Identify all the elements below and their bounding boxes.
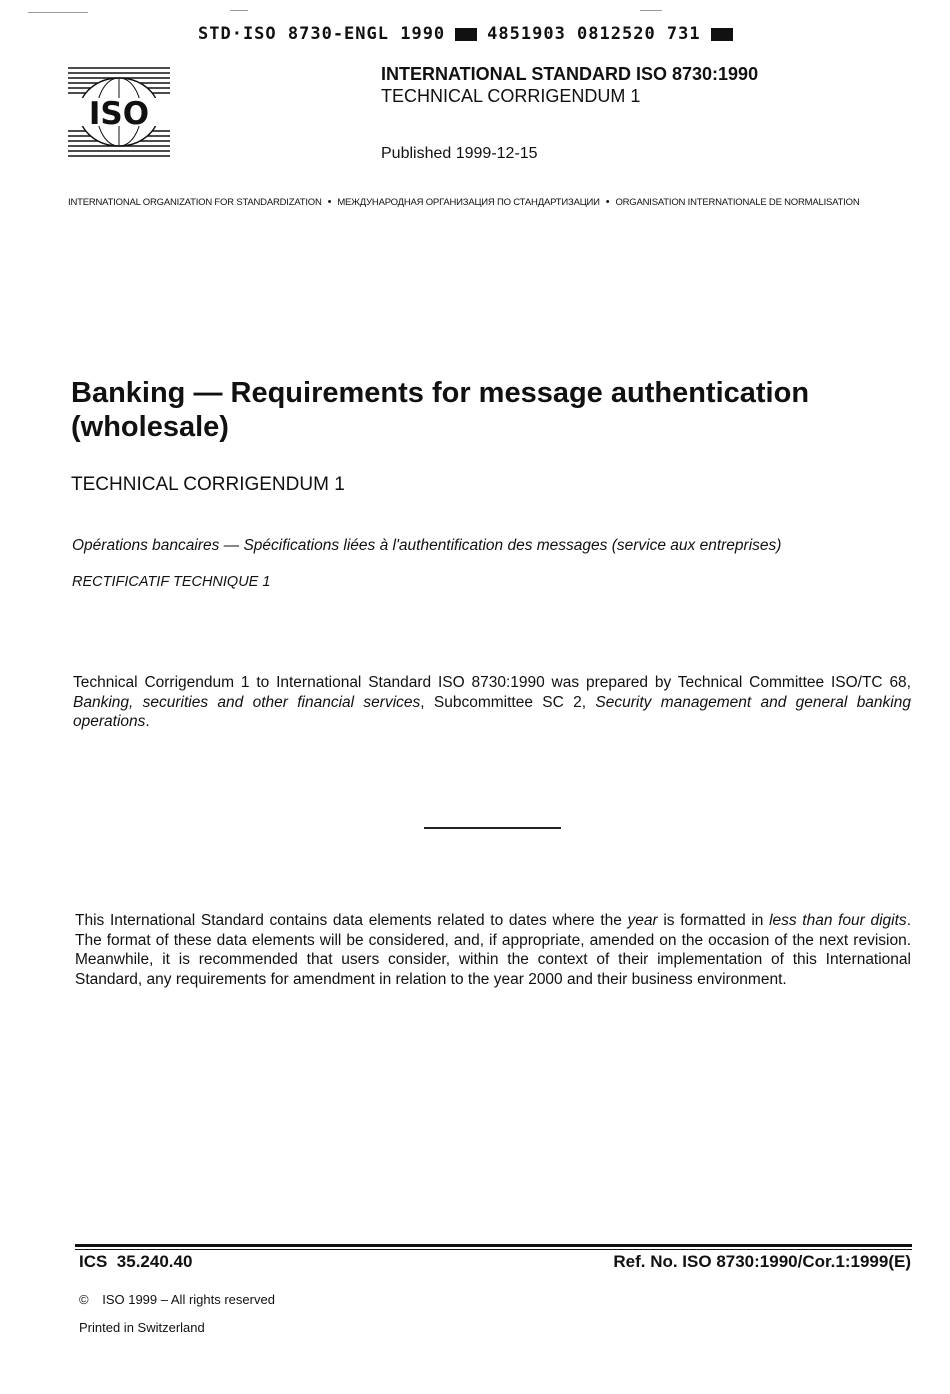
- copyright-symbol: ©: [79, 1292, 89, 1307]
- preparation-paragraph: [73, 673, 911, 732]
- standard-heading: INTERNATIONAL STANDARD ISO 8730:1990: [381, 64, 759, 84]
- text-run: .: [145, 713, 150, 730]
- copyright-text: ISO 1999 – All rights reserved: [102, 1292, 275, 1307]
- published-date: Published 1999-12-15: [381, 145, 538, 162]
- org-separator: •: [327, 196, 332, 208]
- organization-line: [68, 196, 910, 208]
- stamp-code: 4851903 0812520 731: [487, 24, 701, 44]
- text-run: . The format of these data elements will be considered, and, if appropriate, amended on the occasion of the next revision. Meanwhile, it is recommended that users consider, within the context of their implementation of this International Standard, any requirements for amendment in relation to the year 2000 and their business environment.: [75, 912, 911, 988]
- ics-code: ICS 35.240.40: [79, 1252, 193, 1271]
- iso-logo: [68, 64, 170, 160]
- french-title: Opérations bancaires — Spécifications liées à l'authentification des messages (service aux entreprises): [72, 537, 782, 554]
- footer-rule: [75, 1244, 912, 1247]
- year-2000-notice: [75, 911, 911, 989]
- scan-artifact: [230, 10, 248, 11]
- stamp-block-mark: [711, 28, 733, 41]
- section-divider: [424, 827, 561, 829]
- org-name-ru: МЕЖДУНАРОДНАЯ ОРГАНИЗАЦИЯ ПО СТАНДАРТИЗАЦИИ: [337, 196, 600, 208]
- subcommittee-name: Security management and general banking operations: [73, 693, 911, 730]
- printed-in: Printed in Switzerland: [79, 1320, 205, 1335]
- scan-artifact: [640, 10, 662, 11]
- document-title: [71, 376, 871, 444]
- text-run: This International Standard contains data elements related to dates where the: [75, 912, 628, 929]
- committee-name: Banking, securities and other financial services: [73, 693, 421, 711]
- org-separator: •: [605, 196, 610, 208]
- reference-number: Ref. No. ISO 8730:1990/Cor.1:1999(E): [613, 1252, 911, 1271]
- stamp-block-mark: [455, 28, 477, 41]
- document-stamp: [198, 24, 733, 44]
- scan-artifact: [28, 12, 88, 13]
- document-subtitle: TECHNICAL CORRIGENDUM 1: [71, 474, 345, 495]
- text-run: , Subcommittee SC 2,: [420, 693, 596, 711]
- copyright-line: [79, 1292, 275, 1307]
- corrigendum-heading: TECHNICAL CORRIGENDUM 1: [381, 86, 641, 106]
- emphasis: year: [627, 912, 658, 929]
- emphasis: less than four digits: [769, 912, 907, 929]
- org-name-fr: ORGANISATION INTERNATIONALE DE NORMALISATION: [615, 196, 860, 208]
- french-subtitle: RECTIFICATIF TECHNIQUE 1: [72, 574, 271, 590]
- text-run: is formatted in: [657, 912, 770, 929]
- footer-rule: [75, 1249, 912, 1250]
- title-line-1: Banking — Requirements for message authentication: [71, 377, 810, 409]
- title-line-2: (wholesale): [71, 411, 229, 443]
- stamp-std: STD·ISO 8730-ENGL 1990: [198, 24, 446, 44]
- svg-text:ISO: ISO: [88, 96, 150, 132]
- org-name-en: INTERNATIONAL ORGANIZATION FOR STANDARDIZATION: [68, 196, 322, 208]
- text-run: Technical Corrigendum 1 to International Standard ISO 8730:1990 was prepared by Technical Committee ISO/TC 68,: [73, 674, 911, 691]
